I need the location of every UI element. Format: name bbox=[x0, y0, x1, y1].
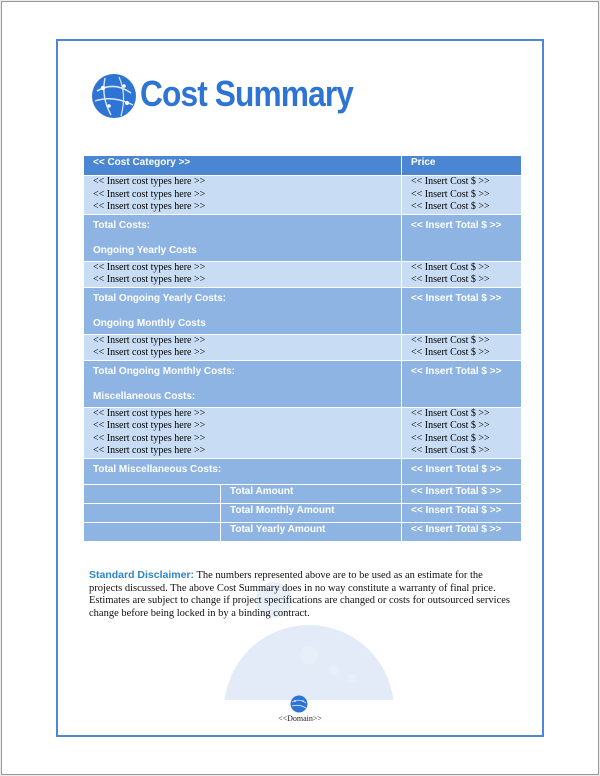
summary-value: << Insert Total $ >> bbox=[402, 484, 522, 503]
cost-items-row bbox=[84, 407, 522, 458]
total-label-cell bbox=[84, 360, 402, 407]
disclaimer bbox=[89, 569, 517, 620]
cost-types-cell bbox=[84, 261, 402, 287]
cost-value-text: << Insert Cost $ >> bbox=[411, 420, 490, 431]
cost-items-row bbox=[84, 334, 522, 360]
cost-value-text: << Insert Cost $ >> bbox=[411, 201, 490, 212]
cost-types-cell bbox=[84, 334, 402, 360]
cost-type-text: << Insert cost types here >> bbox=[93, 201, 206, 212]
summary-spacer-cell bbox=[84, 522, 221, 541]
cost-type-text: << Insert cost types here >> bbox=[93, 347, 206, 358]
section-heading: Miscellaneous Costs: bbox=[93, 390, 196, 402]
summary-label: Total Monthly Amount bbox=[221, 503, 402, 522]
cost-type-text: << Insert cost types here >> bbox=[93, 445, 206, 456]
cost-type-text: << Insert cost types here >> bbox=[93, 261, 206, 273]
total-label-cell bbox=[84, 458, 402, 484]
total-value: << Insert Total $ >> bbox=[411, 463, 502, 475]
total-value-cell bbox=[402, 360, 522, 407]
cost-value-text: << Insert Cost $ >> bbox=[411, 347, 490, 358]
cost-value-text: << Insert Cost $ >> bbox=[411, 261, 490, 273]
cost-type-text: << Insert cost types here >> bbox=[93, 420, 206, 431]
total-label: Total Ongoing Monthly Costs: bbox=[93, 365, 236, 377]
total-value: << Insert Total $ >> bbox=[411, 365, 502, 377]
cost-table-body bbox=[84, 156, 522, 542]
total-value: << Insert Total $ >> bbox=[411, 219, 502, 231]
cost-type-text: << Insert cost types here >> bbox=[93, 334, 206, 346]
cost-types-cell bbox=[84, 176, 402, 215]
total-value: << Insert Total $ >> bbox=[411, 292, 502, 304]
cost-value-text: << Insert Cost $ >> bbox=[411, 274, 490, 285]
total-label: Total Ongoing Yearly Costs: bbox=[93, 292, 226, 304]
cost-items-row bbox=[84, 261, 522, 287]
cost-type-text: << Insert cost types here >> bbox=[93, 432, 206, 444]
summary-row bbox=[84, 503, 522, 522]
summary-value: << Insert Total $ >> bbox=[402, 522, 522, 541]
section-heading: Ongoing Monthly Costs bbox=[93, 317, 206, 329]
cost-value-text: << Insert Cost $ >> bbox=[411, 334, 490, 346]
total-value-cell bbox=[402, 458, 522, 484]
total-label-cell bbox=[84, 214, 402, 261]
cost-values-cell bbox=[402, 407, 522, 458]
cost-value-text: << Insert Cost $ >> bbox=[411, 445, 490, 456]
cost-type-text: << Insert cost types here >> bbox=[93, 274, 206, 285]
total-label-cell bbox=[84, 287, 402, 334]
disclaimer-lead: Standard Disclaimer: bbox=[89, 569, 195, 581]
summary-spacer-cell bbox=[84, 503, 221, 522]
cost-items-row bbox=[84, 176, 522, 215]
cost-types-cell bbox=[84, 407, 402, 458]
summary-row bbox=[84, 522, 522, 541]
cost-value-text: << Insert Cost $ >> bbox=[411, 407, 490, 419]
globe-icon bbox=[290, 695, 308, 713]
summary-value: << Insert Total $ >> bbox=[402, 503, 522, 522]
total-value-cell bbox=[402, 287, 522, 334]
table-header-row bbox=[84, 156, 522, 176]
summary-row bbox=[84, 484, 522, 503]
globe-logo-icon bbox=[91, 73, 137, 119]
total-row bbox=[84, 214, 522, 261]
total-label: Total Costs: bbox=[93, 219, 151, 231]
page-title: Cost Summary bbox=[140, 73, 354, 114]
summary-label: Total Amount bbox=[221, 484, 402, 503]
disclaimer-text: The numbers represented above are to be used as an estimate for the projects discussed. The above Cost Summary does in no way constitute a warranty of final price. Estimates are subject to change if project specifications are changed or costs for outsourced services change before being locked in by a binding contract. bbox=[89, 570, 511, 619]
cost-value-text: << Insert Cost $ >> bbox=[411, 432, 490, 444]
total-label: Total Miscellaneous Costs: bbox=[93, 463, 222, 475]
section-heading: Ongoing Yearly Costs bbox=[93, 244, 197, 256]
total-row bbox=[84, 360, 522, 407]
cost-type-text: << Insert cost types here >> bbox=[93, 407, 206, 419]
total-row bbox=[84, 458, 522, 484]
cost-values-cell bbox=[402, 261, 522, 287]
summary-spacer-cell bbox=[84, 484, 221, 503]
total-row bbox=[84, 287, 522, 334]
cost-values-cell bbox=[402, 176, 522, 215]
footer-domain: <<Domain>> bbox=[278, 714, 322, 723]
cost-value-text: << Insert Cost $ >> bbox=[411, 176, 490, 187]
category-column-header: << Cost Category >> bbox=[84, 156, 402, 176]
cost-type-text: << Insert cost types here >> bbox=[93, 188, 206, 200]
summary-label: Total Yearly Amount bbox=[221, 522, 402, 541]
cost-summary-table bbox=[83, 155, 522, 542]
total-value-cell bbox=[402, 214, 522, 261]
price-column-header: Price bbox=[402, 156, 522, 176]
cost-values-cell bbox=[402, 334, 522, 360]
cost-type-text: << Insert cost types here >> bbox=[93, 176, 206, 187]
cost-value-text: << Insert Cost $ >> bbox=[411, 188, 490, 200]
